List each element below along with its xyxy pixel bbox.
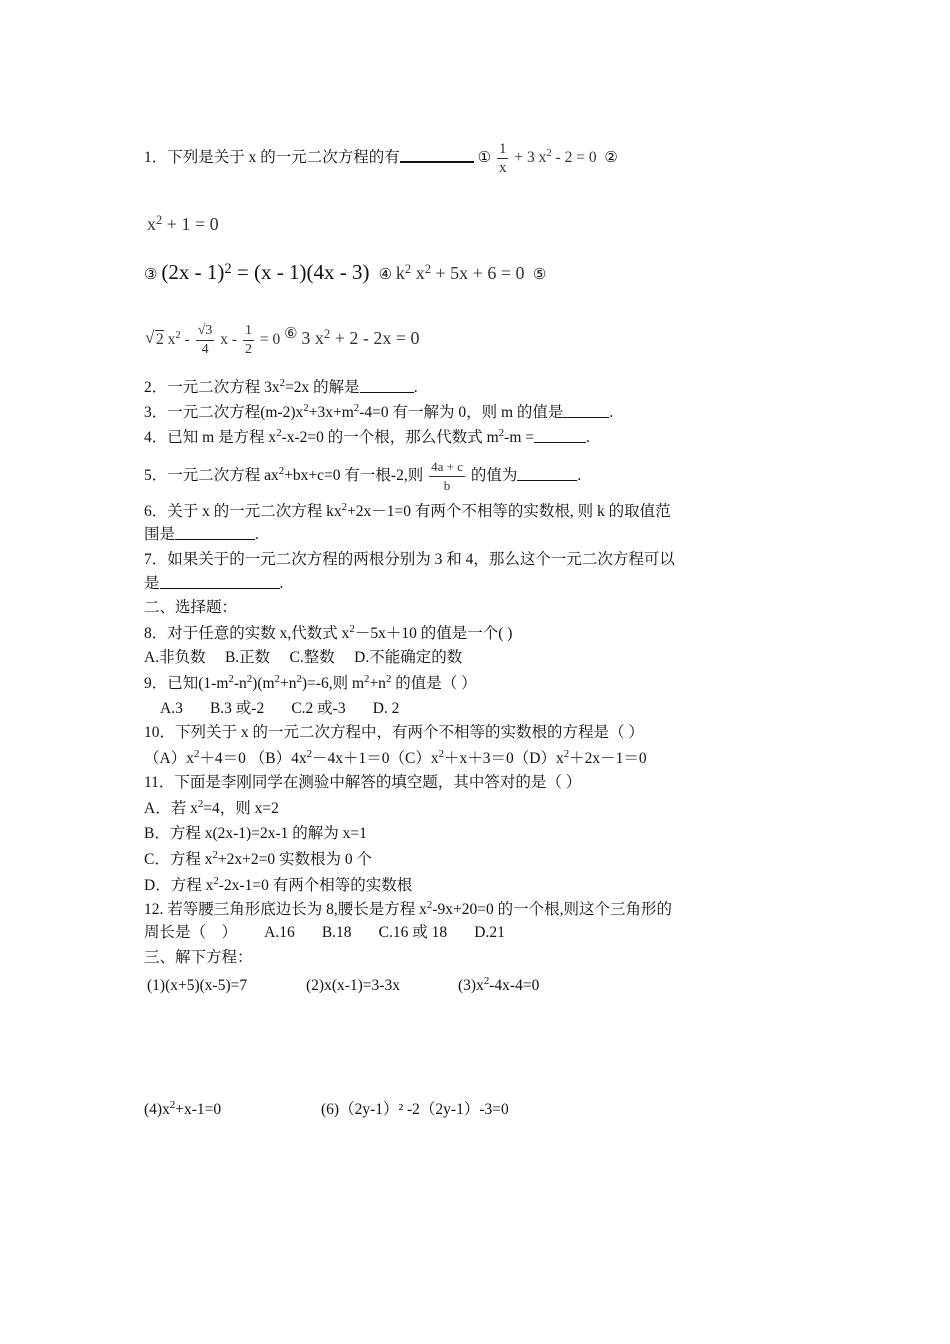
question-11-option-c: C．方程 $x^2+2x+2=0$ 实数根为 0 个 bbox=[144, 849, 372, 868]
problem-1: (1)(x+5)(x-5)=7 bbox=[147, 977, 248, 994]
problem-4: $(4)x^2+x-1=0$ bbox=[144, 1099, 222, 1118]
marker-5: ⑤ bbox=[532, 267, 547, 283]
question-6-line-1: 6．关于 x 的一元二次方程 $kx^2+2x-1=0$ 有两个不相等的实数根, 则 k 的取值范 bbox=[144, 501, 671, 520]
question-9: 9．已知$(1-m^2-n^2)(m^2+n^2)=-6$,则 $m^2+n^2$ 的值是（ ） bbox=[144, 673, 477, 692]
question-1-text: 1．下列是关于 x 的一元二次方程的有 bbox=[144, 149, 400, 167]
answer-blank[interactable] bbox=[175, 525, 255, 540]
answer-blank[interactable] bbox=[534, 428, 586, 443]
question-4: 4．已知 m 是方程 $x^2-x-2=0$ 的一个根，那么代数式 $m^2-m$ = . bbox=[144, 427, 590, 446]
problem-3: $(3)x^2-4x-4=0$ bbox=[458, 975, 540, 994]
question-11: 11．下面是李刚同学在测验中解答的填空题，其中答对的是（ ） bbox=[144, 774, 582, 791]
equation-1: $\frac{1}{x}$ + 3 $x^2 - 2 = 0$ bbox=[498, 141, 597, 176]
question-7-line-1: 7．如果关于的一元二次方程的两根分别为 3 和 4，那么这个一元二次方程可以 bbox=[144, 551, 675, 568]
section-2-heading: 二、选择题： bbox=[144, 599, 238, 616]
marker-6: ⑥ bbox=[284, 326, 298, 343]
question-11-option-b: B．方程 x(2x-1)=2x-1 的解为 x=1 bbox=[144, 825, 367, 842]
marker-3: ③ bbox=[144, 267, 158, 283]
equation-4: $k^2$ $x^2 + 5x + 6 = 0$ bbox=[395, 262, 525, 283]
question-9-options: A.3 B.3 或-2 C.2 或-3 D. 2 bbox=[160, 700, 400, 717]
answer-blank[interactable] bbox=[160, 574, 280, 589]
question-3: 3．一元二次方程$(m-2)x^2+3x+m^2-4=0$ 有一解为 0，则 m 的值是 . bbox=[144, 402, 614, 421]
question-8-options: A.非负数 B.正数 C.整数 D.不能确定的数 bbox=[144, 649, 463, 666]
equation-2: $x^2 + 1 = 0$ bbox=[147, 213, 219, 234]
marker-4: ④ bbox=[378, 267, 393, 283]
problem-6: (6)（2y-1）² -2（2y-1）-3=0 bbox=[321, 1101, 509, 1118]
question-1-line-4 bbox=[146, 322, 420, 359]
question-11-option-a: A．若 $x^2=4$，则 x=2 bbox=[144, 798, 279, 817]
question-5: 5．一元二次方程 $ax^2+bx+c=0$ 有一根-2,则 $\frac{4a + c}{b}$ 的值为 . bbox=[144, 459, 582, 493]
answer-blank[interactable] bbox=[400, 147, 474, 163]
question-1-line-3 bbox=[144, 262, 546, 285]
question-12-line-1: 12. 若等腰三角形底边长为 8,腰长是方程 $x^2-9x+20=0$ 的一个根,则这个三角形的 bbox=[144, 899, 672, 918]
question-11-option-d: D．方程 $x^2-2x-1=0$ 有两个相等的实数根 bbox=[144, 875, 413, 894]
marker-1: ① bbox=[477, 150, 492, 167]
answer-blank[interactable] bbox=[517, 466, 577, 481]
answer-blank[interactable] bbox=[360, 378, 414, 393]
question-6-line-2: 围是 . bbox=[144, 526, 259, 543]
section-3-heading: 三、解下方程： bbox=[144, 949, 253, 966]
question-2: 2．一元二次方程 $3x^2=2x$ 的解是 . bbox=[144, 377, 418, 396]
answer-blank[interactable] bbox=[563, 403, 609, 418]
question-10: 10．下列关于 x 的一元二次方程中，有两个不相等的实数根的方程是（ ） bbox=[144, 724, 644, 741]
question-7-line-2: 是 . bbox=[144, 575, 284, 592]
question-12-line-2: 周长是（ ） A.16 B.18 C.16 或 18 D.21 bbox=[144, 924, 505, 941]
equation-3: (2x - 1)$^2$ = (x - 1)(4x - 3) bbox=[161, 260, 370, 284]
problem-2: (2)x(x-1)=3-3x bbox=[306, 977, 400, 994]
equation-5: √ 2 $x^2$ - $\frac{√3}{4}$ x - $\frac{1}{2}$ = 0 bbox=[146, 331, 284, 348]
equation-6: 3 $x^2 + 2 - 2x = 0$ bbox=[301, 327, 420, 349]
marker-2: ② bbox=[604, 150, 618, 167]
question-10-options: $(A)x^2+4=0$ $(B)4x^2-4x+1=0(C)x^2+x+3=0(D)x^2+2x-1=0$ bbox=[144, 748, 647, 767]
question-1-line-1 bbox=[144, 140, 618, 177]
question-8: 8．对于任意的实数 x,代数式 $x^2-5x+10$ 的值是一个( ) bbox=[144, 623, 513, 642]
